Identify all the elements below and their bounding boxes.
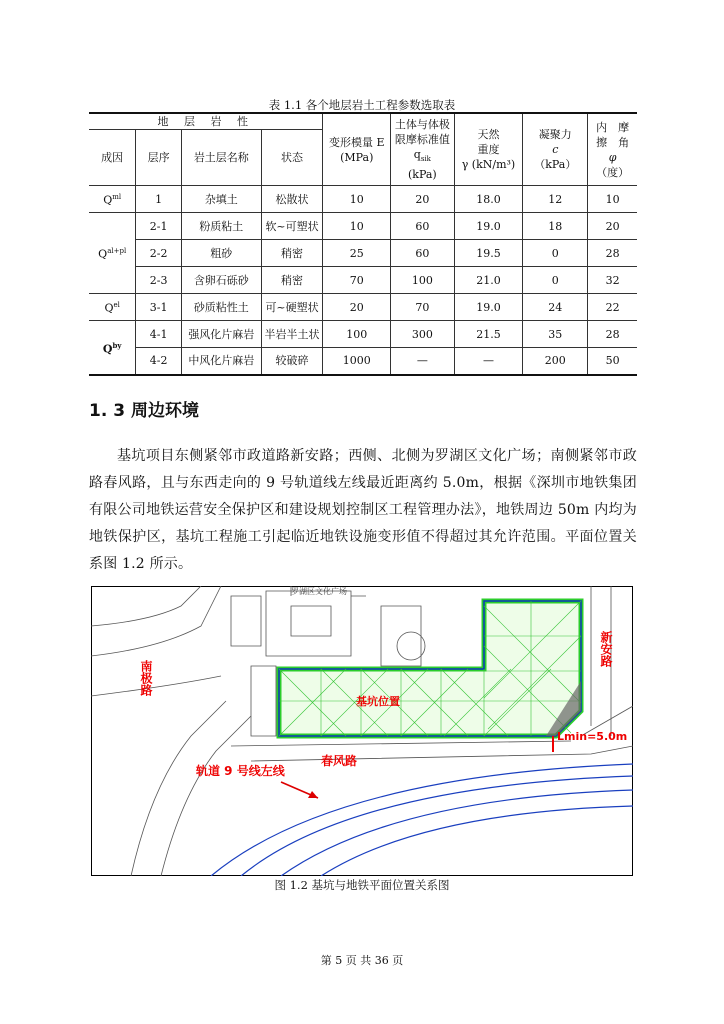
figure-caption: 图 1.2 基坑与地铁平面位置关系图 [274, 878, 450, 892]
section-title: 1. 3 周边环境 [89, 401, 199, 421]
cause-symbol: Q [104, 301, 114, 315]
col-friction [391, 113, 455, 186]
cell-phi: 22 [588, 294, 637, 321]
cell-name: 杂填土 [181, 186, 261, 213]
cell-gamma: 18.0 [454, 186, 523, 213]
cell-state: 半岩半土状 [261, 321, 323, 348]
parameter-table [89, 112, 637, 376]
col-layer: 层序 [136, 130, 182, 186]
cell-q: 60 [391, 213, 455, 240]
col-cause: 成因 [89, 130, 136, 186]
col-friction-unit: (kPa) [408, 168, 437, 182]
col-angle-4: （度） [596, 165, 630, 179]
cell-phi: 50 [588, 348, 637, 375]
cell-layer: 3-1 [136, 294, 182, 321]
cell-name: 中风化片麻岩 [181, 348, 261, 375]
cell-state: 稍密 [261, 267, 323, 294]
cell-E: 20 [323, 294, 391, 321]
cell-phi: 32 [588, 267, 637, 294]
cell-state: 可~硬塑状 [261, 294, 323, 321]
cause-superscript: by [112, 340, 122, 350]
cell-name: 强风化片麻岩 [181, 321, 261, 348]
cell-layer: 2-3 [136, 267, 182, 294]
site-plan-figure [91, 586, 633, 876]
col-cohesion-2: c [552, 143, 559, 156]
cell-q: 300 [391, 321, 455, 348]
cause-cell [89, 186, 136, 213]
cell-name: 含卵石砾砂 [181, 267, 261, 294]
col-cohesion [523, 113, 588, 186]
col-angle [588, 113, 637, 186]
cell-layer: 2-1 [136, 213, 182, 240]
cell-state: 松散状 [261, 186, 323, 213]
table-caption: 表 1.1 各个地层岩土工程参数选取表 [268, 98, 456, 112]
col-state: 状态 [261, 130, 323, 186]
cell-E: 100 [323, 321, 391, 348]
col-density-1: 天然 [477, 128, 500, 141]
col-friction-label: 土体与体极限摩标准值 q [394, 117, 450, 161]
table-row [89, 348, 637, 375]
col-friction-sub: sik [420, 155, 431, 164]
col-angle-1: 内 摩 [596, 120, 630, 134]
cell-E: 10 [323, 186, 391, 213]
cell-q: 100 [391, 267, 455, 294]
cell-gamma: 21.0 [454, 267, 523, 294]
cell-gamma: 19.5 [454, 240, 523, 267]
cell-phi: 20 [588, 213, 637, 240]
cell-gamma: 19.0 [454, 294, 523, 321]
east-road-label: 新安路 [599, 631, 613, 667]
col-cohesion-1: 凝聚力 [538, 128, 572, 141]
cell-E: 1000 [323, 348, 391, 375]
col-angle-2: 擦 角 [596, 135, 630, 149]
cell-q: 60 [391, 240, 455, 267]
cause-superscript: el [113, 301, 120, 310]
cell-phi: 10 [588, 186, 637, 213]
cell-phi: 28 [588, 240, 637, 267]
table-row [89, 321, 637, 348]
cell-c: 24 [523, 294, 588, 321]
cell-name: 粗砂 [181, 240, 261, 267]
cell-c: 0 [523, 240, 588, 267]
cell-c: 200 [523, 348, 588, 375]
cell-E: 70 [323, 267, 391, 294]
cell-q: — [391, 348, 455, 375]
table-row [89, 186, 637, 213]
cell-c: 12 [523, 186, 588, 213]
cell-state: 稍密 [261, 240, 323, 267]
cell-name: 砂质粘性土 [181, 294, 261, 321]
cause-cell [89, 321, 136, 375]
rail-line-label: 轨道 9 号线左线 [196, 764, 285, 778]
col-modulus: 变形模量 E (MPa) [323, 113, 391, 186]
cell-E: 10 [323, 213, 391, 240]
cell-state: 较破碎 [261, 348, 323, 375]
cause-symbol: Q [102, 342, 113, 356]
cause-cell [89, 213, 136, 294]
table-row [89, 294, 637, 321]
west-road-label: 南极路 [139, 660, 153, 696]
col-density-3: γ (kN/m³) [461, 158, 516, 171]
col-density-2: 重度 [477, 143, 500, 156]
cell-layer: 4-2 [136, 348, 182, 375]
cell-layer: 1 [136, 186, 182, 213]
cause-superscript: ml [112, 193, 122, 202]
col-name: 岩土层名称 [181, 130, 261, 186]
table-row [89, 240, 637, 267]
pit-label: 基坑位置 [356, 695, 400, 708]
cell-name: 粉质粘土 [181, 213, 261, 240]
table-row [89, 267, 637, 294]
group-header: 地 层 岩 性 [89, 113, 323, 130]
cell-layer: 4-1 [136, 321, 182, 348]
cause-cell [89, 294, 136, 321]
body-paragraph: 基坑项目东侧紧邻市政道路新安路；西侧、北侧为罗湖区文化广场；南侧紧邻市政路春风路，且与东西走向的 9 号轨道线左线最近距离约 5.0m，根据《深圳市地铁集团有限公司地铁运营安全保护区和建设规划控制区工程管理办法》，地铁周边 50m 内均为地铁保护区，基坑工程施工引起临近地铁设施变形值不得超过其允许范围。平面位置关系图 1.2 所示。 [89, 448, 637, 572]
south-road-label: 春风路 [321, 754, 358, 768]
cell-E: 25 [323, 240, 391, 267]
cell-q: 20 [391, 186, 455, 213]
cell-gamma: 21.5 [454, 321, 523, 348]
col-angle-3: φ [608, 150, 617, 164]
cell-state: 软~可塑状 [261, 213, 323, 240]
cause-symbol: Q [98, 247, 108, 261]
cell-gamma: — [454, 348, 523, 375]
cell-gamma: 19.0 [454, 213, 523, 240]
page-footer: 第 5 页 共 36 页 [320, 954, 404, 967]
cell-c: 35 [523, 321, 588, 348]
cell-q: 70 [391, 294, 455, 321]
cell-c: 18 [523, 213, 588, 240]
cause-symbol: Q [103, 193, 113, 207]
col-density [454, 113, 523, 186]
top-area-label: 罗湖区文化广场 [291, 587, 347, 596]
table-row [89, 213, 637, 240]
cause-superscript: al+pl [107, 247, 127, 256]
distance-label: Lmin=5.0m [557, 730, 628, 743]
cell-layer: 2-2 [136, 240, 182, 267]
cell-c: 0 [523, 267, 588, 294]
cell-phi: 28 [588, 321, 637, 348]
col-cohesion-3: （kPa） [534, 158, 577, 171]
